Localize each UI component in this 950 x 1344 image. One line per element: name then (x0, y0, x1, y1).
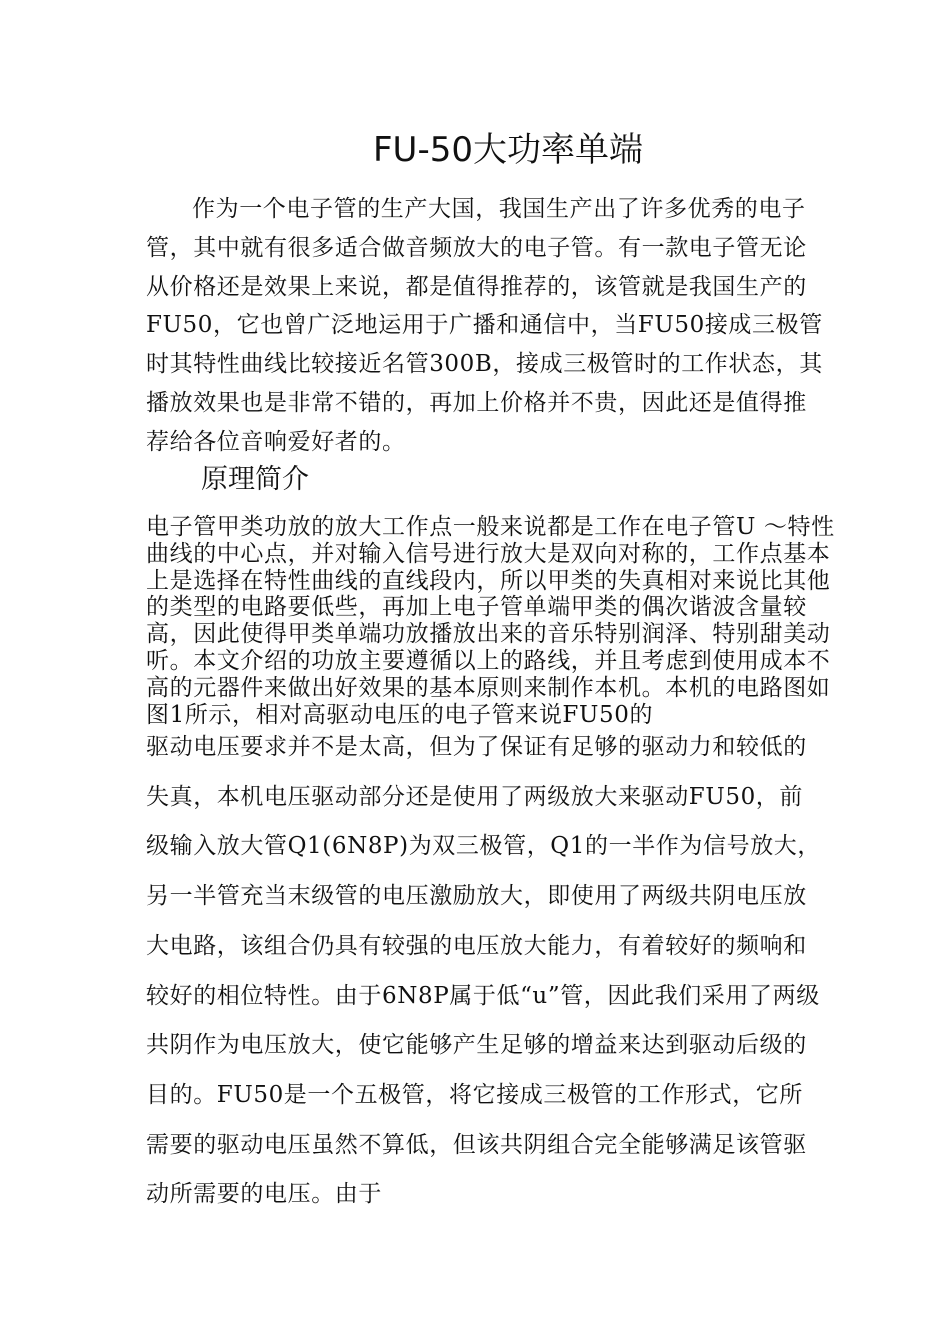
document-title: FU-50大功率单端 (373, 130, 643, 170)
section-heading: 原理简介 (201, 464, 309, 495)
section-paragraph-spaced: 驱动电压要求并不是太高，但为了保证有足够的驱动力和较低的失真，本机电压驱动部分还是使用了两级放大来驱动FU50，前级输入放大管Q1(6N8P)为双三极管，Q1的一半作为信号放大，另一半管充当末级管的电压激励放大，即使用了两级共阴电压放大电路，该组合仍具有较强的电压放大能力，有着较好的频响和较好的相位特性。由于6N8P属于低“u”管，因此我们采用了两级共阴作为电压放大，使它能够产生足够的增益来达到驱动后级的目的。FU50是一个五极管，将它接成三极管的工作形式，它所需要的驱动电压虽然不算低，但该共阴组合完全能够满足该管驱动所需要的电压。由于 (146, 734, 821, 1208)
section-paragraph-dense: 电子管甲类功放的放大工作点一般来说都是工作在电子管U ～特性曲线的中心点，并对输入信号进行放大是双向对称的，工作点基本上是选择在特性曲线的直线段内，所以甲类的失真相对来说比其他的类型的电路要低些，再加上电子管单端甲类的偶次谐波含量较高，因此使得甲类单端功放播放出来的音乐特别润泽、特别甜美动听。本文介绍的功放主要遵循以上的路线，并且考虑到使用成本不高的元器件来做出好效果的基本原则来制作本机。本机的电路图如图1所示，相对高驱动电压的电子管来说FU50的 (146, 514, 835, 728)
intro-paragraph: 作为一个电子管的生产大国，我国生产出了许多优秀的电子管，其中就有很多适合做音频放大的电子管。有一款电子管无论从价格还是效果上来说，都是值得推荐的，该管就是我国生产的FU50，它也曾广泛地运用于广播和通信中，当FU50接成三极管时其特性曲线比较接近名管300B，接成三极管时的工作状态，其播放效果也是非常不错的，再加上价格并不贵，因此还是值得推荐给各位音响爱好者的。 (146, 196, 823, 455)
